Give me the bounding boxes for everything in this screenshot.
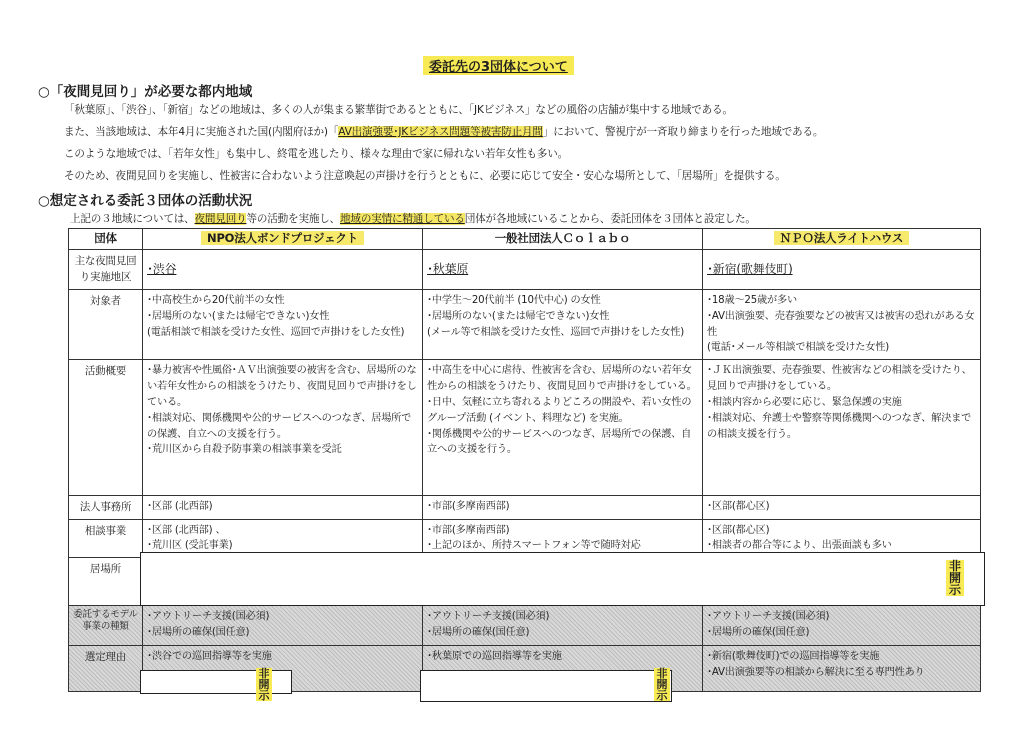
highlighted-text: AV出演強要･JKビジネス問題等被害防止月間 [338, 126, 543, 138]
row-label: 相談事業 [69, 519, 143, 558]
table-row-target [69, 290, 981, 360]
table-cell: ･区部 (北西部) [143, 496, 423, 519]
organizations-table [68, 228, 981, 692]
redaction-box [420, 670, 672, 702]
table-cell: ･暴力被害や性風俗･ＡＶ出演強要の被害を含む、居場所のない若年女性からの相談をうけたり、夜間見回りで声掛けをしている。 ･相談対応、関係機関や公的サービスへのつなぎ、居場所での保護、自立への支援を行う。 ･荒川区から自殺予防事業の相談事業を受託 [143, 360, 423, 496]
table-cell: ･アウトリーチ支援(国必須) ･居場所の確保(国任意) [703, 606, 981, 646]
table-row-activity [69, 360, 981, 496]
paragraph-line: このような地域では、「若年女性」も集中し、終電を逃したり、様々な理由で家に帰れない若年女性も多い。 [64, 148, 568, 160]
row-label: 活動概要 [69, 360, 143, 496]
table-row-office [69, 496, 981, 519]
highlighted-text: 夜間見回り [194, 213, 247, 225]
table-cell: ･渋谷 [143, 250, 423, 290]
table-row-area [69, 250, 981, 290]
table-cell: ･中高生を中心に虐待、性被害を含む、居場所のない若年女性からの相談をうけたり、夜間見回りで声掛けをしている。 ･日中、気軽に立ち寄れるよりどころの開設や、若い女性のグループ活動 (イベント、料理など) を実施。 ･関係機関や公的サービスへのつなぎ、居場所での保護、自立への支援を行う。 [423, 360, 703, 496]
paragraph-line: そのため、夜間見回りを実施し、性被害に合わないよう注意喚起の声掛けを行うとともに、必要に応じて安全・安心な場所として、「居場所」を提供する。 [64, 170, 786, 182]
table-cell: ･秋葉原での巡回指導等を実施 [423, 646, 703, 692]
table-cell: ･アウトリーチ支援(国必須) ･居場所の確保(国任意) [143, 606, 423, 646]
paragraph-line: 上記の３地域については、夜間見回り等の活動を実施し、地域の実情に精通している団体が各地域にいることから、委託団体を３団体と設定した。 [70, 213, 756, 225]
page-title: 委託先の3団体について [423, 56, 574, 75]
row-label: 対象者 [69, 290, 143, 360]
table-cell: ･新宿(歌舞伎町) [703, 250, 981, 290]
redaction-box [140, 552, 985, 606]
table-cell: ･18歳～25歳が多い ･AV出演強要、売春強要などの被害又は被害の恐れがある女性 (電話･メール等相談で相談を受けた女性) [703, 290, 981, 360]
table-cell: ･ＪＫ出演強要、売春強要、性被害などの相談を受けたり、見回りで声掛けをしている。 ･相談内容から必要に応じ、緊急保護の実施 ･相談対応、弁護士や警察等関係機関へのつなぎ、解決までの相談支援を行う。 [703, 360, 981, 496]
row-label: 委託するモデル事業の種類 [69, 606, 143, 646]
row-label: 主な夜間見回り実施地区 [69, 250, 143, 290]
table-cell: ･区部(都心区) [703, 496, 981, 519]
header-cell: NPO法人ボンドプロジェクト [143, 229, 423, 250]
table-cell: ･アウトリーチ支援(国必須) ･居場所の確保(国任意) [423, 606, 703, 646]
header-cell: 一般社団法人Ｃｏｌａｂｏ [423, 229, 703, 250]
highlighted-text: 地域の実情に精通している [340, 213, 465, 225]
table-header-row [69, 229, 981, 250]
table-row-model [69, 606, 981, 646]
nondisclosure-label: 非 開 示 [946, 560, 964, 596]
paragraph-line: 「秋葉原」、「渋谷」、「新宿」などの地域は、多くの人が集まる繁華街であるとともに、「JKビジネス」などの風俗の店舗が集中する地域である。 [64, 104, 733, 116]
section-heading-organizations: ○想定される委託３団体の活動状況 [38, 193, 253, 209]
row-label: 居場所 [69, 558, 143, 606]
table-cell: ･市部(多摩南西部) [423, 496, 703, 519]
nondisclosure-label: 非 開 示 [654, 668, 670, 701]
table-cell: ･中学生～20代前半 (10代中心) の女性 ･居場所のない(または帰宅できない)女性 (メール等で相談を受けた女性、巡回で声掛けをした女性) [423, 290, 703, 360]
table-cell: ･新宿(歌舞伎町)での巡回指導等を実施 ･AV出演強要等の相談から解決に至る専門性あり [703, 646, 981, 692]
header-cell: 団体 [69, 229, 143, 250]
row-label: 選定理由 [69, 646, 143, 692]
table-cell: ･市部(多摩南西部) ･上記のほか、所持スマートフォン等で随時対応 [423, 519, 703, 558]
table-cell: ･中高校生から20代前半の女性 ･居場所のない(または帰宅できない)女性 (電話相談で相談を受けた女性、巡回で声掛けをした女性) [143, 290, 423, 360]
table-cell: ･区部(都心区) ･相談者の都合等により、出張面談も多い [703, 519, 981, 558]
section-heading-patrol: ○「夜間見回り」が必要な都内地域 [38, 84, 253, 100]
table-cell: ･区部 (北西部) 、 ･荒川区 (受託事業) [143, 519, 423, 558]
table-cell: ･渋谷での巡回指導等を実施 [143, 646, 423, 692]
nondisclosure-label: 非 開 示 [256, 668, 272, 701]
row-label: 法人事務所 [69, 496, 143, 519]
header-cell: ＮＰＯ法人ライトハウス [703, 229, 981, 250]
paragraph-line: また、当該地域は、本年4月に実施された国(内閣府ほか)「AV出演強要･JKビジネス問題等被害防止月間」において、警視庁が一斉取り締まりを行った地域である。 [64, 126, 824, 138]
table-cell: ･秋葉原 [423, 250, 703, 290]
